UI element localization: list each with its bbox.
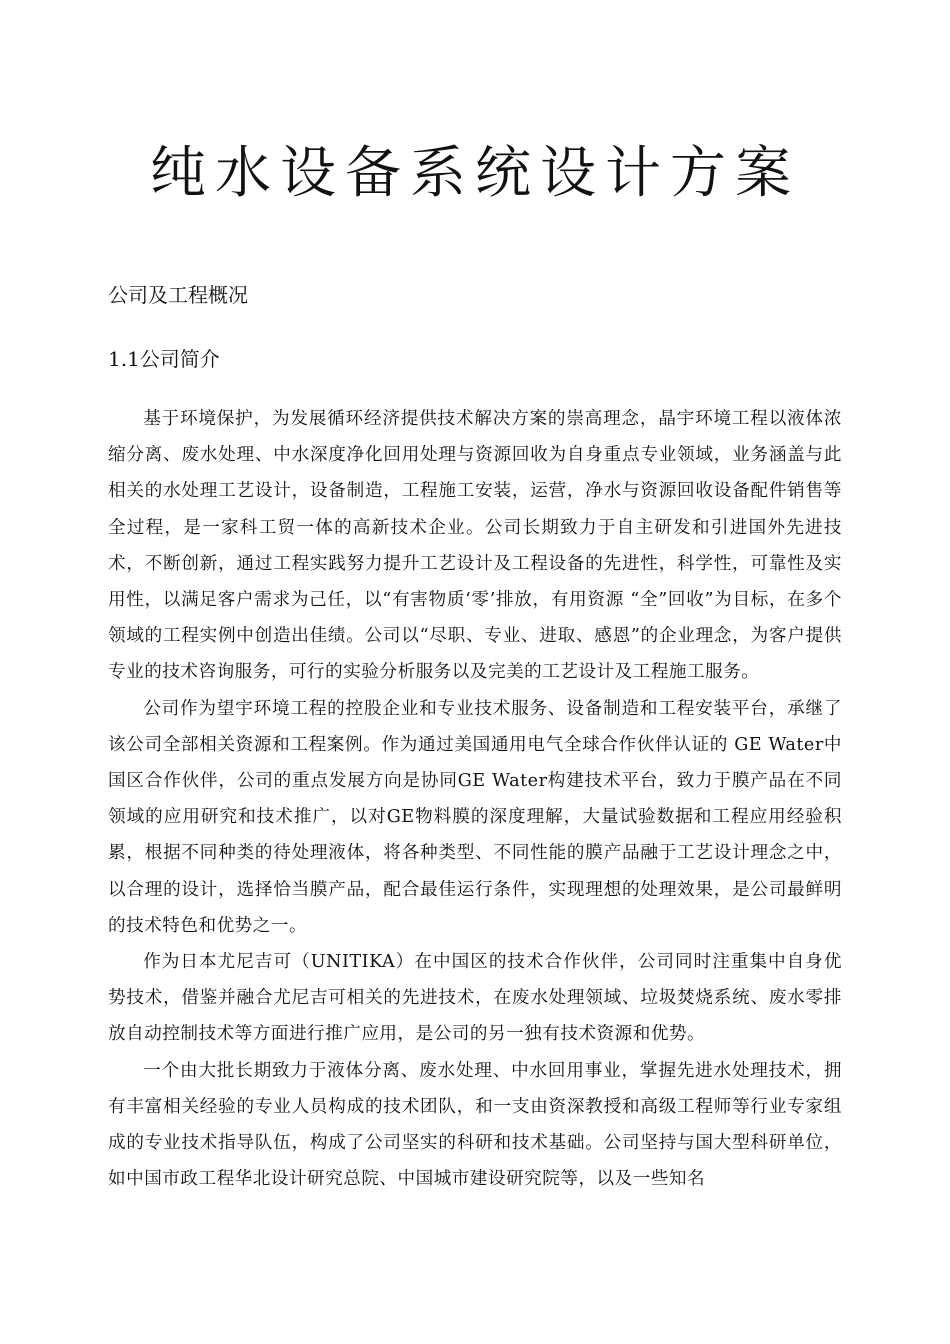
paragraph: 一个由大批长期致力于液体分离、废水处理、中水回用事业，掌握先进水处理技术，拥有丰富相关经验的专业人员构成的技术团队，和一支由资深教授和高级工程师等行业专家组成的专业技术指导队伍，构成了公司坚实的科研和技术基础。公司坚持与国大型科研单位，如中国市政工程华北设计研究总院、中国城市建设研究院等，以及一些知名 — [108, 1060, 842, 1190]
paragraph: 公司作为望宇环境工程的控股企业和专业技术服务、设备制造和工程安装平台，承继了该公司全部相关资源和工程案例。作为通过美国通用电气全球合作伙伴认证的 GE Water中国区合作伙伴，公司的重点发展方向是协同GE Water构建技术平台，致力于膜产品在不同领域的应用研究和技术推广，以对GE物料膜的深度理解，大量试验数据和工程应用经验积累，根据不同种类的待处理液体，将各种类型、不同性能的膜产品融于工艺设计理念之中，以合理的设计，选择恰当膜产品，配合最佳运行条件，实现理想的处理效果，是公司最鲜明的技术特色和优势之一。 — [108, 698, 842, 936]
paragraph: 基于环境保护，为发展循环经济提供技术解决方案的崇高理念，晶宇环境工程以液体浓缩分离、废水处理、中水深度净化回用处理与资源回收为自身重点专业领域，业务涵盖与此相关的水处理工艺设计，设备制造，工程施工安装，运营，净水与资源回收设备配件销售等全过程，是一家科工贸一体的高新技术企业。公司长期致力于自主研发和引进国外先进技术，不断创新，通过工程实践努力提升工艺设计及工程设备的先进性，科学性，可靠性及实用性，以满足客户需求为己任，以“有害物质‘零’排放，有用资源 “全”回收”为目标，在多个领域的工程实例中创造出佳绩。公司以“尽职、专业、进取、感恩”的企业理念，为客户提供专业的技术咨询服务，可行的实验分析服务以及完美的工艺设计及工程施工服务。 — [108, 409, 842, 683]
document-title: 纯水设备系统设计方案 — [150, 141, 800, 206]
body-text — [108, 401, 842, 1197]
subsection-heading: 1.1公司简介 — [108, 347, 220, 371]
paragraph: 作为日本尤尼吉可（UNITIKA）在中国区的技术合作伙伴，公司同时注重集中自身优势技术，借鉴并融合尤尼吉可相关的先进技术，在废水处理领域、垃圾焚烧系统、废水零排放自动控制技术等方面进行推广应用，是公司的另一独有技术资源和优势。 — [108, 952, 842, 1045]
section-heading: 公司及工程概况 — [108, 283, 248, 307]
